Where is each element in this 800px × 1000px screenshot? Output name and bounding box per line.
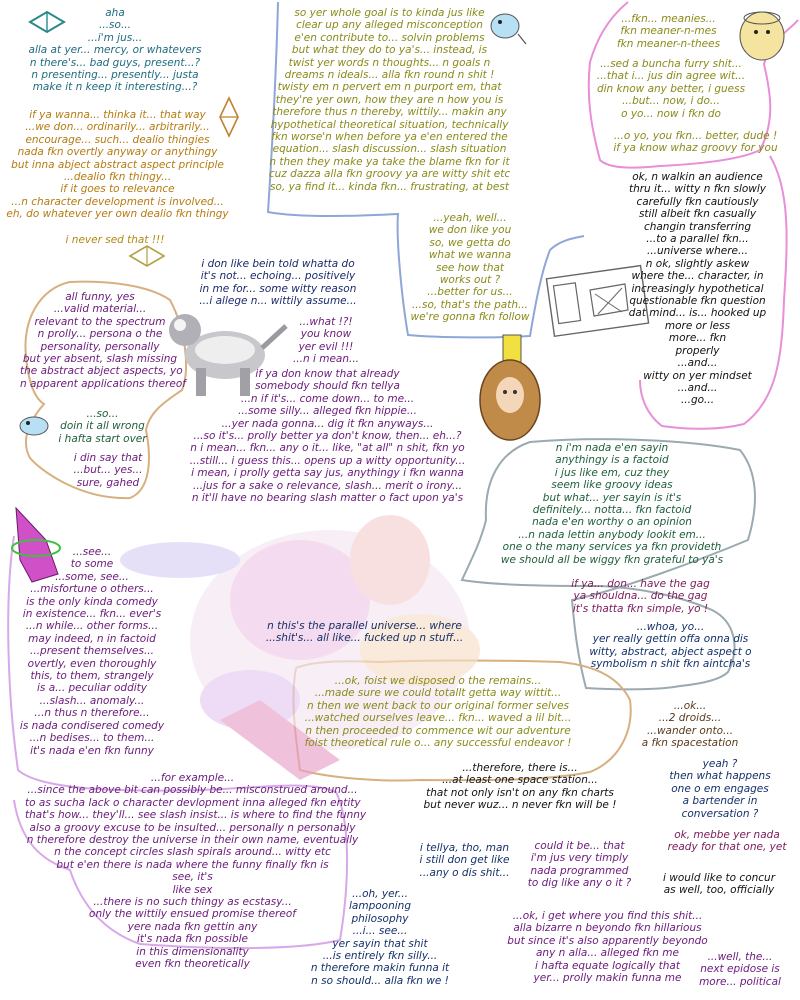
text-line: relevant to the spectrum bbox=[34, 315, 166, 328]
text-line: sure, gahed bbox=[76, 476, 140, 489]
text-line: dat mind... is... hooked up bbox=[628, 307, 767, 320]
text-line: ...ok... bbox=[673, 700, 707, 712]
text-block-aha bbox=[20, 7, 210, 94]
text-line: if ya don know that already bbox=[255, 368, 400, 380]
text-line: ...we don... ordinarily... arbitrarily... bbox=[25, 121, 210, 134]
text-line: ...n while... other forms... bbox=[25, 620, 159, 633]
text-line: ...any o dis shit... bbox=[419, 866, 510, 879]
text-line: dreams n ideals... alla fkn round n shit ! bbox=[284, 69, 495, 82]
text-line: even fkn theoretically bbox=[135, 958, 250, 971]
text-line: ...yeah, well... bbox=[433, 212, 507, 224]
text-line: this, to them, strangely bbox=[30, 670, 154, 683]
text-line: but never wuz... n never fkn will be ! bbox=[423, 799, 617, 812]
text-line: aha bbox=[105, 7, 125, 19]
text-line: more... fkn bbox=[668, 332, 727, 345]
text-line: ...oh, yer... bbox=[352, 888, 408, 900]
text-line: twisty em n pervert em n purport em, that bbox=[277, 81, 502, 94]
text-line: ...n character development is involved... bbox=[11, 195, 224, 208]
text-line: ...n bedises... to them... bbox=[29, 732, 155, 745]
text-line: but since it's also apparently beyondo bbox=[507, 934, 708, 947]
text-line: changin transferring bbox=[643, 220, 752, 233]
text-line: thru it... witty n fkn slowly bbox=[628, 183, 767, 196]
text-line: ...universe where... bbox=[647, 245, 748, 258]
text-line: one o em engages bbox=[671, 782, 769, 795]
text-line: more or less bbox=[664, 319, 731, 332]
text-line: n so should... alla fkn we ! bbox=[311, 974, 449, 987]
text-line: it's thatta fkn simple, yo ! bbox=[572, 602, 709, 615]
text-line: ...some silly... alleged fkn hippie... bbox=[238, 405, 417, 418]
text-line: is a... peculiar oddity bbox=[37, 682, 147, 695]
text-line: in this dimensionality bbox=[136, 945, 249, 958]
text-line: ...and... bbox=[677, 381, 718, 394]
text-line: increasingly hypothetical bbox=[631, 282, 764, 295]
text-block-so-doin-wrong bbox=[50, 408, 155, 445]
text-line: if ya... don... have the gag bbox=[571, 578, 710, 590]
text-line: any n alla... alleged fkn me bbox=[535, 947, 679, 960]
text-line: i never sed that !!! bbox=[65, 234, 165, 246]
text-line: nada programmed bbox=[530, 864, 629, 877]
text-line: ...2 droids... bbox=[658, 712, 722, 725]
text-block-mebbe-ready bbox=[658, 829, 796, 854]
text-line: to some bbox=[70, 558, 114, 571]
bee-creature bbox=[740, 12, 784, 60]
text-line: yer... prolly makin funna me bbox=[533, 972, 682, 985]
text-line: ...n nada lettin anybody lookit em... bbox=[518, 528, 706, 541]
text-line: ...yer nada gonna... dig it fkn anyways... bbox=[221, 417, 434, 430]
text-line: lampooning bbox=[349, 900, 411, 913]
text-line: yer really gettin offa onna dis bbox=[592, 633, 749, 646]
text-block-walkin-audience bbox=[615, 171, 780, 407]
text-line: ...for example... bbox=[150, 772, 235, 784]
text-line: ...so... bbox=[99, 19, 131, 32]
text-line: ...so, that's the path... bbox=[411, 298, 529, 311]
text-block-yeah-well bbox=[400, 212, 540, 324]
text-line: ...i... see... bbox=[352, 925, 408, 938]
text-line: nada e'en worthy o an opinion bbox=[532, 516, 692, 529]
text-line: to dig like any o it ? bbox=[527, 877, 632, 890]
text-line: ...therefore, there is... bbox=[462, 762, 578, 774]
text-line: if it goes to relevance bbox=[60, 183, 175, 196]
text-line: i hafta start over bbox=[58, 432, 147, 445]
text-line: ...but... now, i do... bbox=[622, 95, 720, 108]
text-line: ...slash... anomaly... bbox=[39, 694, 145, 707]
text-line: witty, abstract, abject aspect o bbox=[589, 645, 752, 658]
text-line: fkn worse'n when before ya e'en entered the bbox=[271, 131, 508, 144]
text-line: somebody should fkn tellya bbox=[255, 380, 400, 393]
text-line: conversation ? bbox=[681, 807, 759, 820]
text-line: o yo... now i fkn do bbox=[621, 107, 721, 120]
text-line: ya shouldna... do the gag bbox=[573, 590, 708, 603]
text-line: yere nada fkn gettin any bbox=[127, 920, 258, 933]
text-block-bartender bbox=[660, 758, 780, 820]
text-block-foist-disposed bbox=[298, 675, 578, 749]
text-line: therefore thus n thereby, wittily... makin any bbox=[272, 106, 507, 119]
text-line: that not only isn't on any fkn charts bbox=[426, 786, 614, 799]
text-line: ...is entirely fkn silly... bbox=[322, 950, 438, 963]
text-block-dont-like-told bbox=[188, 258, 368, 308]
text-line: eh, do whatever yer own dealio fkn thingy bbox=[6, 208, 229, 221]
text-line: i tellya, tho, man bbox=[419, 842, 510, 854]
text-line: n i'm nada e'en sayin bbox=[555, 442, 669, 454]
text-line: i would like to concur bbox=[662, 872, 776, 884]
text-line: fkn meaner-n-mes bbox=[620, 25, 717, 38]
text-line: i mean, i prolly getta say jus, anythingy i fkn wanna bbox=[191, 467, 464, 480]
text-block-get-where bbox=[500, 910, 715, 984]
text-line: seem like groovy ideas bbox=[551, 479, 673, 492]
text-line: we don like you bbox=[428, 224, 512, 237]
text-block-parallel-universe bbox=[262, 620, 467, 645]
text-line: fkn meaner-n-thees bbox=[616, 37, 721, 50]
text-block-furry-shit bbox=[582, 58, 760, 120]
text-line: is the only kinda comedy bbox=[26, 595, 158, 608]
text-line: n ok, slightly askew bbox=[645, 257, 750, 270]
text-line: more... political bbox=[699, 975, 781, 988]
text-line: ready for that one, yet bbox=[667, 841, 787, 854]
blue-creature-left bbox=[20, 417, 48, 435]
text-line: clear up any alleged misconception bbox=[296, 19, 483, 32]
text-block-see-to-some bbox=[12, 546, 172, 757]
text-line: philosophy bbox=[351, 912, 409, 925]
text-line: what we wanna bbox=[428, 249, 512, 262]
text-line: ...n if it's... come down... to me... bbox=[240, 392, 415, 405]
text-line: works out ? bbox=[439, 274, 501, 287]
diamond-icon-lower bbox=[130, 246, 164, 266]
text-line: but inna abject abstract aspect principle bbox=[11, 158, 224, 171]
text-line: so yer whole goal is to kinda jus like bbox=[294, 7, 485, 19]
text-line: symbolism n shit fkn aintcha's bbox=[590, 658, 751, 671]
text-line: where the... character, in bbox=[631, 270, 764, 283]
text-line: ok, mebbe yer nada bbox=[674, 829, 780, 841]
text-line: they're yer own, how they are n how you is bbox=[275, 93, 504, 106]
text-line: questionable fkn question bbox=[629, 295, 766, 308]
text-line: ...sed a buncha furry shit... bbox=[600, 58, 742, 70]
text-line: to as sucha lack o character devlopment inna alleged fkn entity bbox=[25, 796, 361, 809]
text-line: ...there is no such thingy as ecstasy... bbox=[93, 896, 292, 909]
text-line: yer sayin that shit bbox=[332, 937, 428, 950]
text-line: all funny, yes bbox=[65, 291, 135, 303]
text-line: ...well, the... bbox=[707, 951, 773, 963]
text-line: one o the many services ya fkn provideth bbox=[502, 541, 722, 554]
text-line: it's not... echoing... positively bbox=[200, 270, 356, 283]
text-line: in existence... fkn... ever's bbox=[22, 608, 162, 621]
text-block-could-it-be bbox=[522, 840, 637, 890]
text-line: a bartender in bbox=[682, 795, 758, 808]
text-line: the abstract abject aspects, yo bbox=[20, 365, 183, 378]
text-line: ...n i mean... bbox=[292, 353, 360, 366]
text-line: cuz dazza alla fkn groovy ya are witty shit etc bbox=[268, 168, 511, 181]
text-block-have-the-gag bbox=[558, 578, 723, 615]
text-line: if ya wanna... thinka it... that way bbox=[29, 109, 206, 121]
text-line: but e'en there is nada where the funny finally fkn is bbox=[56, 858, 329, 871]
text-line: ...ok, i get where you find this shit... bbox=[512, 910, 703, 922]
text-line: foist theoretical rule o... any successful endeavor ! bbox=[304, 737, 572, 750]
text-line: ...go... bbox=[680, 394, 715, 407]
text-block-concur bbox=[650, 872, 788, 897]
text-line: if ya know whaz groovy for you bbox=[613, 142, 778, 155]
text-line: i don like bein told whatta do bbox=[201, 258, 355, 270]
text-line: n apparent applications thereof bbox=[20, 377, 186, 390]
text-line: ...what !?! bbox=[299, 316, 353, 328]
text-line: n therefore makin funna it bbox=[310, 962, 450, 975]
text-line: ...since the above bit can possibly be... misconstrued around... bbox=[27, 784, 358, 797]
text-line: ok, n walkin an audience bbox=[632, 171, 763, 183]
text-block-nada-sayin bbox=[488, 442, 736, 566]
text-block-din-say bbox=[68, 452, 148, 489]
text-line: that's how... they'll... see slash insist... is where to find the funny bbox=[25, 809, 367, 822]
text-line: equation... slash discussion... slash situation bbox=[272, 143, 507, 156]
text-line: ...better for us... bbox=[427, 286, 513, 299]
text-block-lampooning bbox=[300, 888, 460, 987]
text-block-whoa-yo bbox=[583, 621, 758, 671]
text-block-meanies bbox=[596, 13, 741, 50]
text-line: carefully fkn cautiously bbox=[636, 195, 759, 208]
text-block-never-sed bbox=[10, 234, 220, 246]
text-line: then what happens bbox=[669, 770, 771, 783]
text-line: also a groovy excuse to be insulted... personally n personably bbox=[29, 821, 356, 834]
text-line: ...fkn... meanies... bbox=[621, 13, 716, 25]
text-line: may indeed, n in factoid bbox=[28, 632, 156, 645]
text-line: so, we getta do bbox=[429, 236, 511, 249]
text-line: we should all be wiggy fkn grateful to ya's bbox=[500, 553, 724, 566]
text-block-all-funny bbox=[20, 291, 186, 390]
text-line: a fkn spacestation bbox=[641, 737, 739, 750]
text-line: but what... yer sayin is it's bbox=[542, 491, 682, 504]
text-line: ...dealio fkn thingy... bbox=[63, 171, 172, 184]
text-line: only the wittily ensued promise thereof bbox=[89, 908, 296, 921]
text-line: so, ya find it... kinda fkn... frustrating, at best bbox=[270, 180, 509, 193]
text-line: ...valid material... bbox=[53, 303, 147, 316]
text-line: n prolly... persona o the bbox=[37, 328, 163, 341]
text-block-tellya-tho bbox=[412, 842, 517, 879]
text-line: ...but... yes... bbox=[73, 464, 143, 477]
text-line: i hafta equate logically that bbox=[535, 959, 680, 972]
text-line: ...i allege n... wittily assume... bbox=[199, 295, 357, 308]
text-line: e'en contribute to... solvin problems bbox=[294, 31, 485, 44]
text-line: hypothetical theoretical situation, technically bbox=[270, 118, 509, 131]
upside-down-figure bbox=[480, 335, 540, 440]
text-line: n then they make ya take the blame fkn for it bbox=[269, 155, 510, 168]
text-line: encourage... such... dealio thingies bbox=[25, 133, 210, 146]
text-line: could it be... that bbox=[534, 840, 625, 852]
text-line: ...shit's... all like... fucked up n stuff... bbox=[265, 632, 464, 645]
text-line: personality, personally bbox=[40, 340, 160, 353]
text-line: ...and... bbox=[677, 357, 718, 370]
text-block-what-evil bbox=[285, 316, 367, 366]
text-line: ...some, see... bbox=[55, 570, 129, 583]
text-line: n presenting... presently... justa bbox=[31, 69, 199, 82]
text-line: ...whoa, yo... bbox=[636, 621, 705, 633]
text-line: ...i'm jus... bbox=[87, 31, 143, 44]
text-line: but yer absent, slash missing bbox=[22, 353, 178, 366]
text-block-o-yo-better bbox=[598, 130, 793, 155]
text-block-therefore-space-station bbox=[420, 762, 620, 812]
text-line: alla bizarre n beyondo fkn hillarious bbox=[513, 922, 702, 935]
text-line: as well, too, officially bbox=[663, 884, 775, 897]
text-line: yer evil !!! bbox=[298, 340, 354, 353]
text-line: ...misfortune o others... bbox=[30, 583, 154, 596]
text-line: n i mean... fkn... any o it... like, "at all" n shit, fkn yo bbox=[190, 442, 465, 455]
text-line: n then we went back to our original former selves bbox=[306, 699, 570, 712]
text-line: see, it's bbox=[172, 871, 213, 884]
text-line: i din say that bbox=[73, 452, 143, 464]
text-line: we're gonna fkn follow bbox=[410, 311, 530, 324]
text-line: anythingy is a factoid bbox=[555, 454, 669, 467]
text-line: ...see... bbox=[72, 546, 112, 558]
text-line: n then proceeded to commence wit our adventure bbox=[305, 724, 571, 737]
text-block-if-ya-wanna bbox=[5, 109, 230, 221]
text-block-whole-goal bbox=[262, 7, 517, 193]
text-line: i still don get like bbox=[419, 854, 510, 867]
text-line: is nada condisered comedy bbox=[19, 719, 165, 732]
text-line: ...made sure we could totallt getta way wittit... bbox=[314, 687, 562, 700]
text-block-two-droids bbox=[635, 700, 745, 750]
text-line: definitely... notta... fkn factoid bbox=[532, 504, 692, 517]
text-line: still albeit fkn casually bbox=[638, 208, 757, 221]
text-line: twist yer words n thoughts... n goals n bbox=[288, 56, 491, 69]
text-line: ...present themselves... bbox=[30, 645, 154, 658]
text-line: ...watched ourselves leave... fkn... waved a lil bit... bbox=[304, 712, 572, 725]
text-line: in me for... some witty reason bbox=[199, 282, 357, 295]
text-line: ...jus for a sake o relevance, slash... merit o irony... bbox=[192, 479, 462, 492]
text-line: ...that i... jus din agree wit... bbox=[596, 70, 746, 83]
text-line: it's nada e'en fkn funny bbox=[30, 744, 154, 757]
text-line: next epidose is bbox=[700, 963, 780, 976]
text-line: ...n thus n therefore... bbox=[34, 707, 150, 720]
text-line: n therefore destroy the universe in their own name, eventually bbox=[26, 834, 359, 847]
text-line: i jus like em, cuz they bbox=[554, 466, 670, 479]
text-line: alla at yer... mercy, or whatevers bbox=[28, 44, 202, 57]
text-line: i'm jus very timply bbox=[530, 852, 629, 865]
text-line: n the concept circles slash spirals around... witty etc bbox=[54, 846, 331, 859]
text-line: you know bbox=[300, 328, 352, 341]
text-line: yeah ? bbox=[702, 758, 738, 770]
text-line: ...ok, foist we disposed o the remains... bbox=[334, 675, 542, 687]
text-line: doin it all wrong bbox=[60, 420, 145, 433]
text-block-next-episode bbox=[690, 951, 790, 988]
text-line: like sex bbox=[172, 883, 213, 896]
text-line: make it n keep it interesting...? bbox=[32, 81, 198, 94]
text-line: ...to a parallel fkn... bbox=[646, 233, 749, 246]
text-line: n it'll have no bearing slash matter o fact upon ya's bbox=[191, 492, 464, 505]
text-line: see how that bbox=[435, 261, 505, 274]
text-line: ...at least one space station... bbox=[442, 774, 598, 787]
text-line: but what they do to ya's... instead, is bbox=[291, 44, 488, 57]
text-line: ...so it's... prolly better ya don't know, then... eh...? bbox=[193, 430, 462, 443]
text-line: witty on yer mindset bbox=[643, 369, 752, 382]
text-line: it's nada fkn possible bbox=[136, 933, 248, 946]
text-line: din know any better, i guess bbox=[596, 82, 746, 95]
text-line: ...o yo, you fkn... better, dude ! bbox=[613, 130, 778, 142]
text-line: n this's the parallel universe... where bbox=[267, 620, 462, 632]
text-line: n there's... bad guys, present...? bbox=[29, 56, 201, 69]
text-line: ...so... bbox=[86, 408, 119, 420]
text-line: overtly, even thoroughly bbox=[27, 657, 157, 670]
text-line: properly bbox=[675, 344, 720, 357]
text-line: ...still... i guess this... opens up a witty opportunity... bbox=[189, 454, 466, 467]
text-block-if-ya-dont-know bbox=[185, 368, 470, 504]
text-line: ...wander onto... bbox=[646, 724, 734, 737]
text-line: nada fkn overtly anyway or anythingy bbox=[17, 146, 218, 159]
